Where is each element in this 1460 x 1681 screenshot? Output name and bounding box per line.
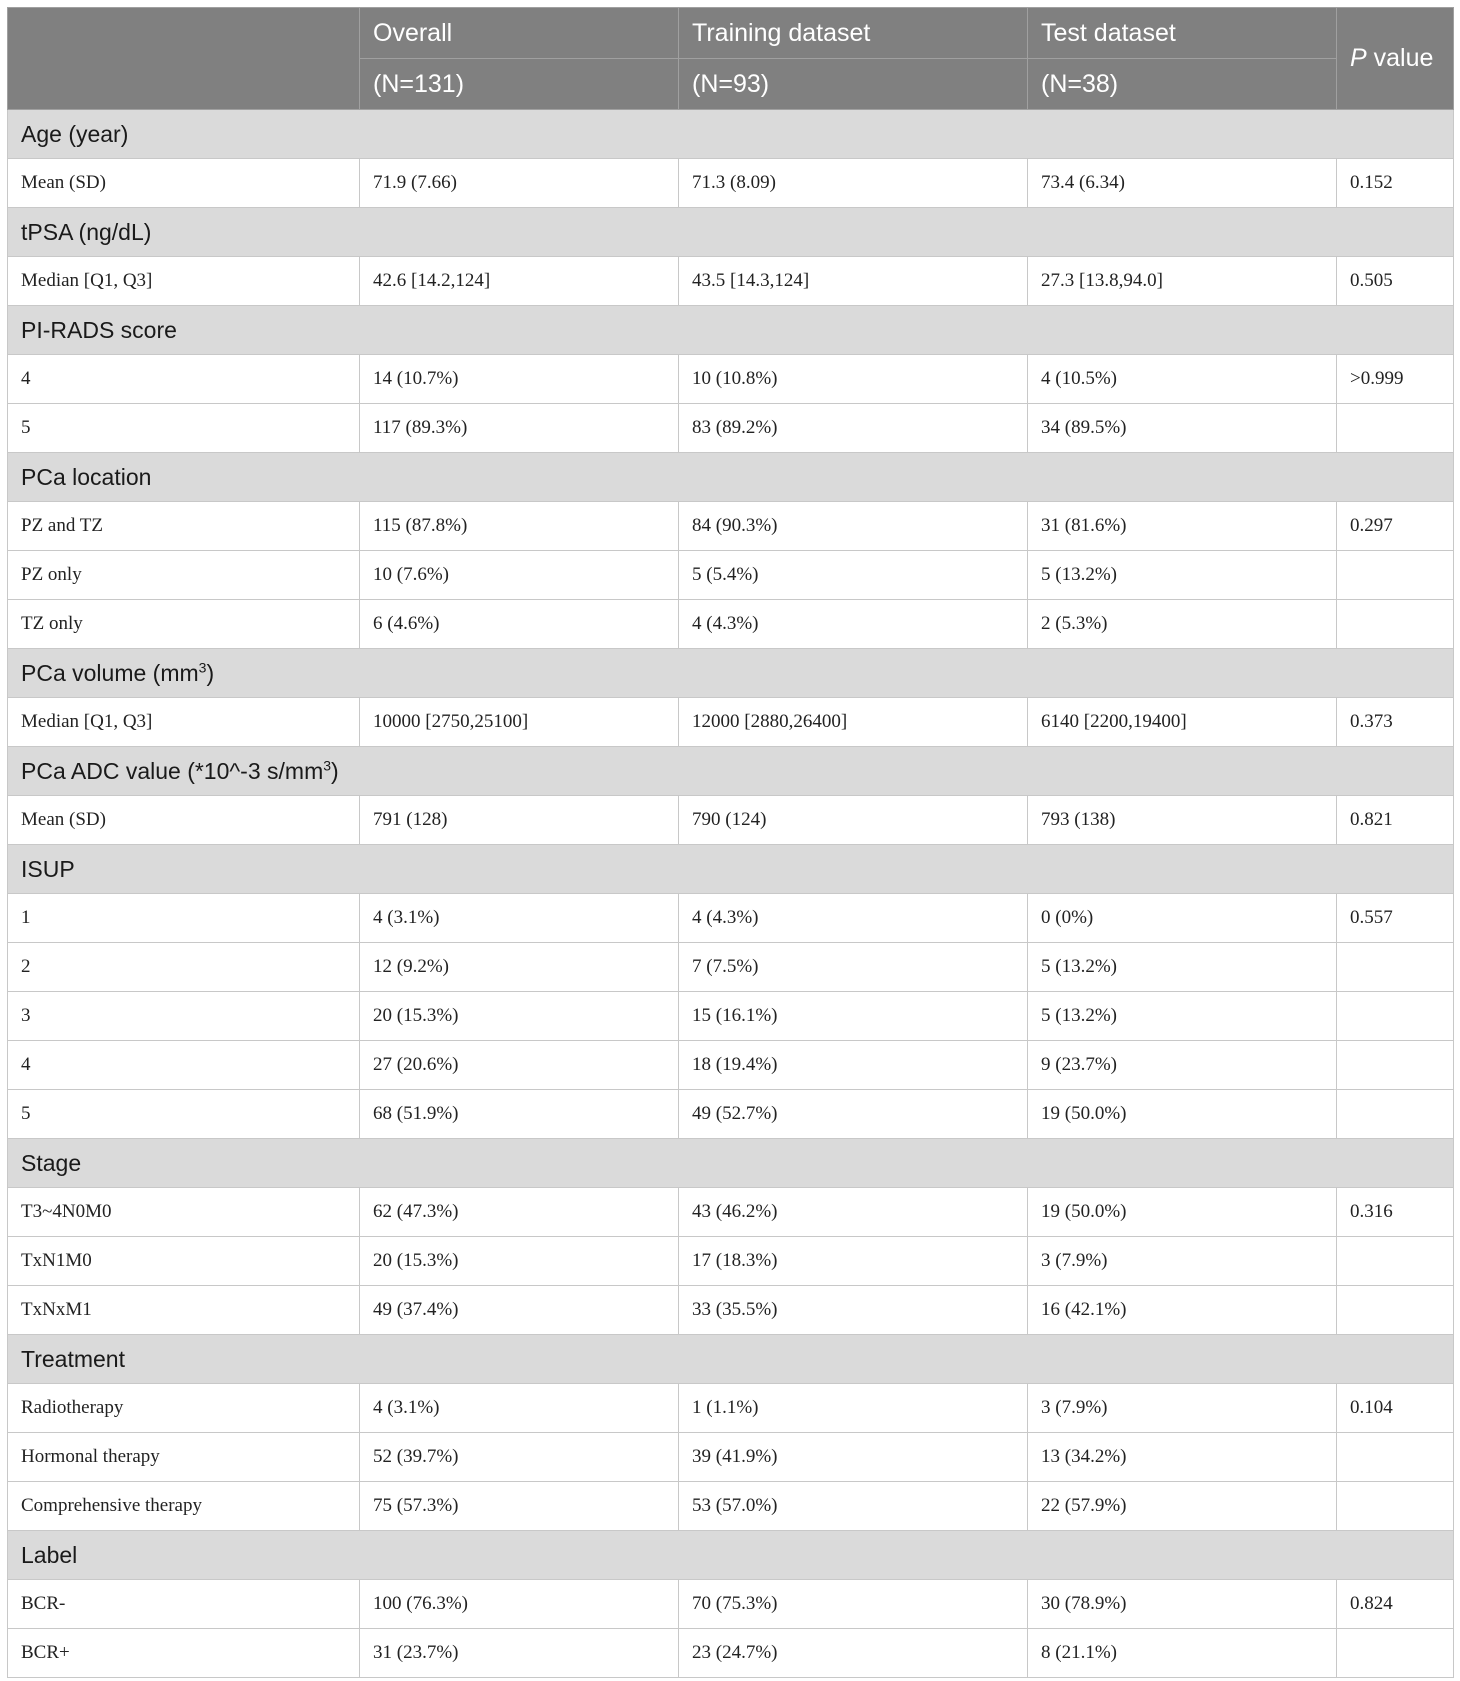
section-title-suffix: ): [206, 659, 215, 686]
section-title-superscript: 3: [323, 756, 332, 773]
table-row: [8, 159, 1454, 208]
table-row: [8, 1580, 1454, 1629]
p-value-cell: 0.104: [1337, 1384, 1454, 1433]
header-p-value: [1337, 8, 1454, 110]
row-label-cell: 4: [8, 355, 360, 404]
test-cell: 5 (13.2%): [1028, 992, 1337, 1041]
p-value-cell: [1337, 943, 1454, 992]
table-header: [8, 8, 1454, 110]
test-cell: 13 (34.2%): [1028, 1433, 1337, 1482]
training-cell: 49 (52.7%): [679, 1090, 1028, 1139]
row-label-cell: 5: [8, 404, 360, 453]
row-label-cell: TxN1M0: [8, 1237, 360, 1286]
section-title-text: ISUP: [21, 855, 75, 882]
training-cell: 53 (57.0%): [679, 1482, 1028, 1531]
header-overall: Overall: [360, 8, 679, 59]
section-title: [8, 1139, 1454, 1188]
training-cell: 84 (90.3%): [679, 502, 1028, 551]
test-cell: 5 (13.2%): [1028, 551, 1337, 600]
header-p-rest: value: [1366, 44, 1434, 72]
p-value-cell: 0.152: [1337, 159, 1454, 208]
test-cell: 31 (81.6%): [1028, 502, 1337, 551]
test-cell: 9 (23.7%): [1028, 1041, 1337, 1090]
section-title-text: PCa location: [21, 463, 152, 490]
header-row-labels: [8, 8, 1454, 59]
section-row: [8, 1335, 1454, 1384]
row-label-cell: Median [Q1, Q3]: [8, 698, 360, 747]
overall-cell: 4 (3.1%): [360, 1384, 679, 1433]
overall-cell: 12 (9.2%): [360, 943, 679, 992]
overall-cell: 27 (20.6%): [360, 1041, 679, 1090]
p-value-cell: [1337, 1237, 1454, 1286]
training-cell: 1 (1.1%): [679, 1384, 1028, 1433]
row-label-cell: 2: [8, 943, 360, 992]
table-row: [8, 1090, 1454, 1139]
p-value-cell: [1337, 1482, 1454, 1531]
table-row: [8, 355, 1454, 404]
row-label-cell: PZ only: [8, 551, 360, 600]
row-label-cell: 4: [8, 1041, 360, 1090]
table-row: [8, 992, 1454, 1041]
table-row: [8, 1237, 1454, 1286]
p-value-cell: 0.297: [1337, 502, 1454, 551]
test-cell: 793 (138): [1028, 796, 1337, 845]
p-value-cell: [1337, 1286, 1454, 1335]
section-row: [8, 110, 1454, 159]
p-value-cell: 0.505: [1337, 257, 1454, 306]
p-value-cell: 0.557: [1337, 894, 1454, 943]
overall-cell: 14 (10.7%): [360, 355, 679, 404]
training-cell: 10 (10.8%): [679, 355, 1028, 404]
section-title: [8, 1335, 1454, 1384]
test-cell: 5 (13.2%): [1028, 943, 1337, 992]
p-value-cell: [1337, 992, 1454, 1041]
overall-cell: 10000 [2750,25100]: [360, 698, 679, 747]
test-cell: 19 (50.0%): [1028, 1188, 1337, 1237]
table-container: [7, 7, 1453, 1678]
table-row: [8, 1433, 1454, 1482]
overall-cell: 42.6 [14.2,124]: [360, 257, 679, 306]
header-overall-n: (N=131): [360, 59, 679, 110]
table-row: [8, 551, 1454, 600]
training-cell: 18 (19.4%): [679, 1041, 1028, 1090]
training-cell: 43 (46.2%): [679, 1188, 1028, 1237]
training-cell: 4 (4.3%): [679, 894, 1028, 943]
training-cell: 33 (35.5%): [679, 1286, 1028, 1335]
training-cell: 790 (124): [679, 796, 1028, 845]
section-title: [8, 1531, 1454, 1580]
row-label-cell: PZ and TZ: [8, 502, 360, 551]
test-cell: 27.3 [13.8,94.0]: [1028, 257, 1337, 306]
row-label-cell: Radiotherapy: [8, 1384, 360, 1433]
overall-cell: 62 (47.3%): [360, 1188, 679, 1237]
overall-cell: 20 (15.3%): [360, 992, 679, 1041]
test-cell: 73.4 (6.34): [1028, 159, 1337, 208]
training-cell: 15 (16.1%): [679, 992, 1028, 1041]
section-row: [8, 747, 1454, 796]
test-cell: 3 (7.9%): [1028, 1384, 1337, 1433]
header-test: Test dataset: [1028, 8, 1337, 59]
header-p-italic: P: [1350, 44, 1367, 72]
section-title-text: Label: [21, 1541, 78, 1568]
p-value-cell: [1337, 1041, 1454, 1090]
overall-cell: 20 (15.3%): [360, 1237, 679, 1286]
test-cell: 34 (89.5%): [1028, 404, 1337, 453]
training-cell: 5 (5.4%): [679, 551, 1028, 600]
training-cell: 83 (89.2%): [679, 404, 1028, 453]
test-cell: 22 (57.9%): [1028, 1482, 1337, 1531]
training-cell: 43.5 [14.3,124]: [679, 257, 1028, 306]
table-row: [8, 404, 1454, 453]
overall-cell: 6 (4.6%): [360, 600, 679, 649]
table-row: [8, 600, 1454, 649]
table-row: [8, 943, 1454, 992]
row-label-cell: TxNxM1: [8, 1286, 360, 1335]
section-row: [8, 649, 1454, 698]
section-title-text: Age (year): [21, 120, 129, 147]
overall-cell: 117 (89.3%): [360, 404, 679, 453]
table-row: [8, 502, 1454, 551]
table-row: [8, 796, 1454, 845]
p-value-cell: [1337, 600, 1454, 649]
section-title: [8, 110, 1454, 159]
training-cell: 12000 [2880,26400]: [679, 698, 1028, 747]
table-row: [8, 1384, 1454, 1433]
table-row: [8, 1286, 1454, 1335]
test-cell: 19 (50.0%): [1028, 1090, 1337, 1139]
p-value-cell: [1337, 404, 1454, 453]
overall-cell: 75 (57.3%): [360, 1482, 679, 1531]
overall-cell: 31 (23.7%): [360, 1629, 679, 1678]
row-label-cell: Mean (SD): [8, 159, 360, 208]
training-cell: 71.3 (8.09): [679, 159, 1028, 208]
overall-cell: 791 (128): [360, 796, 679, 845]
row-label-cell: 5: [8, 1090, 360, 1139]
p-value-cell: [1337, 1090, 1454, 1139]
section-title-text: PCa ADC value (*10^-3 s/mm: [21, 757, 324, 784]
table-row: [8, 698, 1454, 747]
header-training: Training dataset: [679, 8, 1028, 59]
test-cell: 0 (0%): [1028, 894, 1337, 943]
section-title: [8, 306, 1454, 355]
row-label-cell: TZ only: [8, 600, 360, 649]
section-title-text: Stage: [21, 1149, 82, 1176]
row-label-cell: 3: [8, 992, 360, 1041]
training-cell: 39 (41.9%): [679, 1433, 1028, 1482]
row-label-cell: Hormonal therapy: [8, 1433, 360, 1482]
section-row: [8, 306, 1454, 355]
baseline-characteristics-table: [7, 7, 1454, 1678]
p-value-cell: 0.373: [1337, 698, 1454, 747]
row-label-cell: Mean (SD): [8, 796, 360, 845]
overall-cell: 100 (76.3%): [360, 1580, 679, 1629]
table-row: [8, 1188, 1454, 1237]
row-label-cell: T3~4N0M0: [8, 1188, 360, 1237]
training-cell: 4 (4.3%): [679, 600, 1028, 649]
section-row: [8, 845, 1454, 894]
table-body: [8, 110, 1454, 1678]
p-value-cell: 0.316: [1337, 1188, 1454, 1237]
table-row: [8, 257, 1454, 306]
p-value-cell: 0.821: [1337, 796, 1454, 845]
section-row: [8, 1531, 1454, 1580]
table-row: [8, 1482, 1454, 1531]
row-label-cell: Comprehensive therapy: [8, 1482, 360, 1531]
row-label-cell: BCR-: [8, 1580, 360, 1629]
p-value-cell: >0.999: [1337, 355, 1454, 404]
section-title: [8, 747, 1454, 796]
p-value-cell: [1337, 1629, 1454, 1678]
header-training-n: (N=93): [679, 59, 1028, 110]
overall-cell: 68 (51.9%): [360, 1090, 679, 1139]
section-row: [8, 208, 1454, 257]
p-value-cell: [1337, 1433, 1454, 1482]
row-label-cell: 1: [8, 894, 360, 943]
section-title: [8, 208, 1454, 257]
header-empty-cell: [8, 8, 360, 110]
row-label-cell: Median [Q1, Q3]: [8, 257, 360, 306]
overall-cell: 4 (3.1%): [360, 894, 679, 943]
test-cell: 6140 [2200,19400]: [1028, 698, 1337, 747]
row-label-cell: BCR+: [8, 1629, 360, 1678]
table-row: [8, 1629, 1454, 1678]
p-value-cell: [1337, 551, 1454, 600]
section-title: [8, 845, 1454, 894]
test-cell: 4 (10.5%): [1028, 355, 1337, 404]
section-title-text: Treatment: [21, 1345, 125, 1372]
section-title: [8, 649, 1454, 698]
section-row: [8, 453, 1454, 502]
overall-cell: 49 (37.4%): [360, 1286, 679, 1335]
training-cell: 70 (75.3%): [679, 1580, 1028, 1629]
header-test-n: (N=38): [1028, 59, 1337, 110]
overall-cell: 115 (87.8%): [360, 502, 679, 551]
test-cell: 2 (5.3%): [1028, 600, 1337, 649]
training-cell: 23 (24.7%): [679, 1629, 1028, 1678]
test-cell: 30 (78.9%): [1028, 1580, 1337, 1629]
section-title-text: PI-RADS score: [21, 316, 177, 343]
section-title-text: tPSA (ng/dL): [21, 218, 152, 245]
training-cell: 7 (7.5%): [679, 943, 1028, 992]
section-row: [8, 1139, 1454, 1188]
test-cell: 16 (42.1%): [1028, 1286, 1337, 1335]
overall-cell: 10 (7.6%): [360, 551, 679, 600]
overall-cell: 52 (39.7%): [360, 1433, 679, 1482]
section-title-text: PCa volume (mm: [21, 659, 199, 686]
section-title: [8, 453, 1454, 502]
section-title-superscript: 3: [198, 658, 207, 675]
table-row: [8, 1041, 1454, 1090]
section-title-suffix: ): [331, 757, 339, 784]
training-cell: 17 (18.3%): [679, 1237, 1028, 1286]
overall-cell: 71.9 (7.66): [360, 159, 679, 208]
table-row: [8, 894, 1454, 943]
test-cell: 3 (7.9%): [1028, 1237, 1337, 1286]
test-cell: 8 (21.1%): [1028, 1629, 1337, 1678]
p-value-cell: 0.824: [1337, 1580, 1454, 1629]
